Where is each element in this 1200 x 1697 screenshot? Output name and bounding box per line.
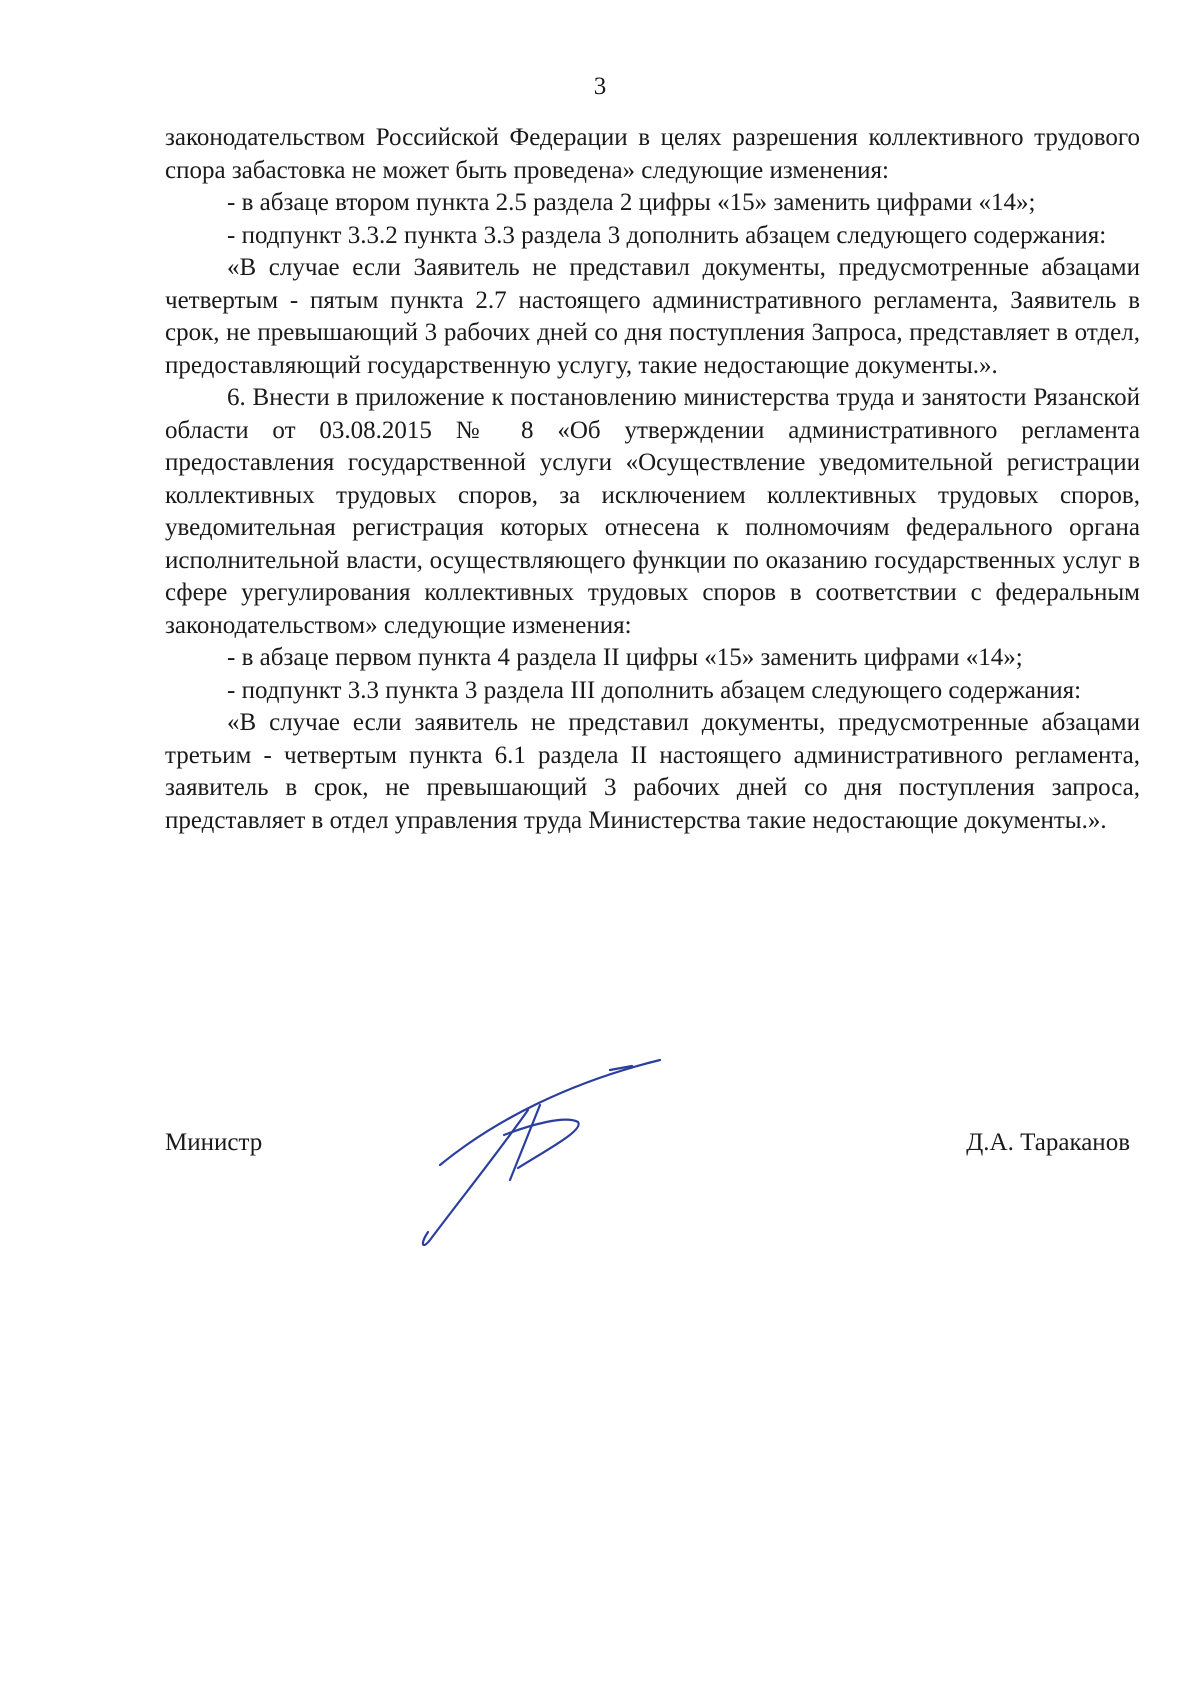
signer-name: Д.А. Тараканов bbox=[966, 1129, 1130, 1156]
paragraph-amendment-2: - подпункт 3.3.2 пункта 3.3 раздела 3 дополнить абзацем следующего содержания: bbox=[227, 221, 1107, 249]
paragraph-amendment-4: - подпункт 3.3 пункта 3 раздела III дополнить абзацем следующего содержания: bbox=[227, 676, 1082, 704]
paragraph-quoted-text-2: «В случае если заявитель не представил документы, предусмотренные абзацами третьим - четвертым пункта 6.1 раздела II настоящего административного регламента, заявитель в срок, не превышающий 3 рабочих дней со дня поступления запроса, представляет в отдел управления труда Министерства такие недостающие документы.». bbox=[165, 709, 1140, 834]
paragraph-continuation: законодательством Российской Федерации в целях разрешения коллективного трудового спора забастовка не может быть проведена» следующие изменения: bbox=[165, 124, 1140, 184]
paragraph-amendment-1: - в абзаце втором пункта 2.5 раздела 2 цифры «15» заменить цифрами «14»; bbox=[227, 189, 1036, 216]
document-body bbox=[165, 122, 1140, 837]
paragraph-item-6: 6. Внести в приложение к постановлению министерства труда и занятости Рязанской области от 03.08.2015 № 8 «Об утверждении административного регламента предоставления государственной услуги «Осуществление уведомительной регистрации коллективных трудовых споров, за исключением коллективных трудовых споров, уведомительная регистрация которых отнесена к полномочиям федерального органа исполнительной власти, осуществляющего функции по оказанию государственных услуг в сфере урегулирования коллективных трудовых споров в соответствии с федеральным законодательством» следующие изменения: bbox=[165, 384, 1140, 639]
paragraph-quoted-text-1: «В случае если Заявитель не представил документы, предусмотренные абзацами четвертым - пятым пункта 2.7 настоящего административного регламента, Заявитель в срок, не превышающий 3 рабочих дней со дня поступления Запроса, представляет в отдел, предоставляющий государственную услугу, такие недостающие документы.». bbox=[165, 254, 1140, 379]
signature-stroke-long bbox=[423, 1110, 528, 1245]
page-number: 3 bbox=[593, 73, 607, 100]
signer-position: Министр bbox=[165, 1129, 263, 1156]
paragraph-amendment-3: - в абзаце первом пункта 4 раздела II цифры «15» заменить цифрами «14»; bbox=[227, 644, 1023, 671]
handwritten-signature bbox=[400, 1050, 730, 1250]
